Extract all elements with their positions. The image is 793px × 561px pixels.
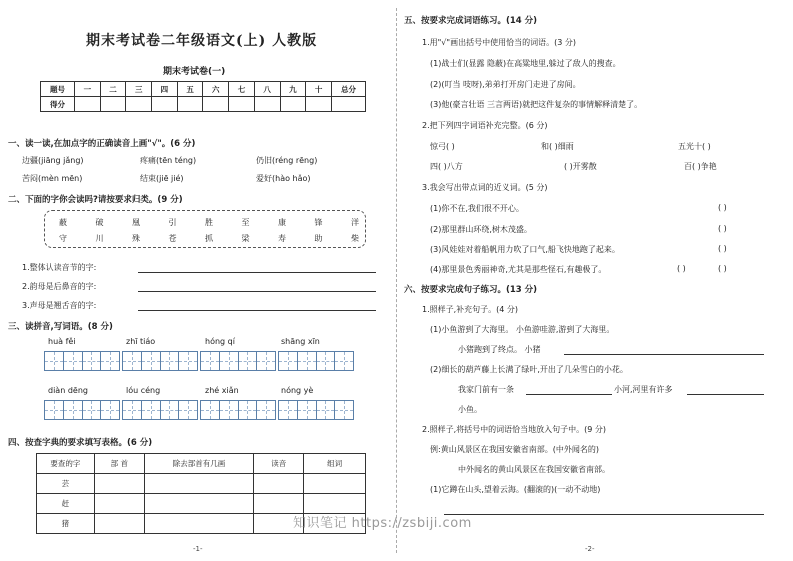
char-item: 洋 — [351, 218, 359, 227]
s6-q2: 2.照样子,将括号中的词语恰当地放入句子中。(9 分) — [422, 425, 607, 434]
dict-header: 除去部首有几画 — [144, 454, 254, 474]
pinyin-label: lóu céng — [126, 386, 161, 395]
dict-header: 读音 — [254, 454, 304, 474]
right-page — [396, 0, 793, 561]
score-header-cell: 四 — [152, 82, 178, 97]
s2-line-label: 1.整体认读音节的字: — [22, 263, 97, 272]
score-cell[interactable] — [306, 97, 332, 112]
char-item: 梁 — [241, 234, 250, 243]
score-cell[interactable] — [75, 97, 101, 112]
s6-line: (1)它蹲在山头,望着云海。(翻滚的)(一动不动地) — [430, 485, 601, 494]
pinyin-label: zhé xiǎn — [205, 386, 239, 395]
score-header-cell: 三 — [126, 82, 152, 97]
score-header-cell: 七 — [229, 82, 255, 97]
s6-line: 例:黄山风景区在我国安徽省南部。(中外闻名的) — [430, 445, 599, 454]
s1-item: 爱好(hào hǎo) — [256, 174, 311, 183]
s5-q3: 3.我会写出带点词的近义词。(5 分) — [422, 183, 548, 192]
answer-line[interactable] — [444, 514, 764, 515]
s2-line-label: 2.韵母是后鼻音的字: — [22, 282, 97, 291]
answer-paren[interactable]: ( ) — [718, 224, 727, 233]
idiom-blank[interactable]: 五光十( ) — [678, 142, 711, 151]
char-item: 殊 — [132, 234, 140, 243]
char-item: 至 — [241, 218, 250, 227]
score-header-cell: 总分 — [332, 82, 366, 97]
score-table — [40, 81, 366, 112]
score-cell[interactable] — [152, 97, 178, 112]
char-item: 川 — [95, 234, 104, 243]
pinyin-label: shāng xīn — [281, 337, 320, 346]
score-cell[interactable] — [332, 97, 366, 112]
char-item: 苍 — [168, 234, 177, 243]
s5-q1: 1.用"√"画出括号中使用恰当的词语。(3 分) — [422, 38, 576, 47]
char-item: 康 — [278, 218, 286, 227]
s5-q2: 2.把下列四字词语补充完整。(6 分) — [422, 121, 548, 130]
score-header-cell: 题号 — [41, 82, 75, 97]
score-cell[interactable] — [203, 97, 229, 112]
writing-grid[interactable] — [200, 351, 276, 371]
s5-q1-item: (3)他(豪言壮语 三言两语)就把这件复杂的事情解释清楚了。 — [430, 100, 643, 109]
char-item: 锋 — [314, 218, 323, 227]
answer-paren[interactable]: ( ) — [718, 244, 727, 253]
char-item: 柴 — [351, 234, 359, 243]
pinyin-label: huà fěi — [48, 337, 76, 346]
s6-q1: 1.照样子,补充句子。(4 分) — [422, 305, 519, 314]
char-item: 破 — [95, 218, 104, 227]
s1-item: 疼痛(tēn téng) — [140, 156, 197, 165]
s5-q1-item: (1)战士们(显露 隐蔽)在高粱地里,躲过了敌人的搜查。 — [430, 59, 621, 68]
answer-line[interactable] — [526, 394, 612, 395]
s2-line-label: 3.声母是翘舌音的字: — [22, 301, 97, 310]
section-5-heading: 五、按要求完成词语练习。(14 分) — [404, 16, 538, 26]
char-item: 助 — [314, 234, 323, 243]
s1-item: 仍旧(réng rēng) — [256, 156, 318, 165]
answer-line[interactable] — [138, 291, 376, 292]
pinyin-label: hóng qí — [205, 337, 235, 346]
answer-paren[interactable]: ( ) — [677, 264, 686, 273]
section-1-heading: 一、读一读,在加点字的正确读音上画"√"。(6 分) — [8, 139, 196, 149]
idiom-blank[interactable]: 四( )八方 — [430, 162, 463, 171]
section-2-heading: 二、下面的字你会读吗?请按要求归类。(9 分) — [8, 195, 183, 205]
s6-line: 小猪跑到了终点。 小猪 — [458, 345, 541, 354]
s5-q3-item: (2)那里群山环绕,树木茂盛。 — [430, 225, 532, 234]
answer-paren[interactable]: ( ) — [718, 264, 727, 273]
writing-grid[interactable] — [44, 351, 120, 371]
writing-grid[interactable] — [278, 351, 354, 371]
char-item: 蔽 — [59, 218, 67, 227]
char-item: 寿 — [278, 234, 286, 243]
dict-char: 芸 — [37, 474, 95, 494]
answer-line[interactable] — [138, 310, 376, 311]
answer-line[interactable] — [687, 394, 764, 395]
section-4-heading: 四、按查字典的要求填写表格。(6 分) — [8, 438, 153, 448]
s6-line: (2)细长的葫芦藤上长满了绿叶,开出了几朵雪白的小花。 — [430, 365, 628, 374]
left-page — [0, 0, 396, 561]
score-cell[interactable] — [280, 97, 306, 112]
score-cell[interactable] — [229, 97, 255, 112]
writing-grid[interactable] — [278, 400, 354, 420]
word-box — [44, 210, 366, 248]
s5-q3-item: (4)那里景色秀丽神奇,尤其是那些怪石,有趣极了。 — [430, 265, 607, 274]
writing-grid[interactable] — [122, 400, 198, 420]
s5-q1-item: (2)(叮当 吱呀),弟弟打开房门走进了房间。 — [430, 80, 581, 89]
answer-paren[interactable]: ( ) — [718, 203, 727, 212]
section-3-heading: 三、读拼音,写词语。(8 分) — [8, 322, 113, 332]
pinyin-label: zhī tiáo — [126, 337, 156, 346]
idiom-blank[interactable]: ( )开雾散 — [564, 162, 597, 171]
score-header-cell: 九 — [280, 82, 306, 97]
idiom-blank[interactable]: 惊弓( ) — [430, 142, 455, 151]
score-header-cell: 六 — [203, 82, 229, 97]
exam-subtitle: 期末考试卷(一) — [163, 67, 226, 77]
char-item: 引 — [168, 218, 177, 227]
writing-grid[interactable] — [122, 351, 198, 371]
s6-line: (1)小鱼游到了大海里。 小鱼游哇游,游到了大海里。 — [430, 325, 615, 334]
score-row-label: 得分 — [41, 97, 75, 112]
score-header-cell: 八 — [254, 82, 280, 97]
char-item: 守 — [59, 234, 67, 243]
idiom-blank[interactable]: 和( )细雨 — [541, 142, 574, 151]
s6-line: 中外闻名的黄山风景区在我国安徽省南部。 — [458, 465, 610, 474]
score-header-cell: 十 — [306, 82, 332, 97]
answer-line[interactable] — [138, 272, 376, 273]
score-cell[interactable] — [126, 97, 152, 112]
score-header-cell: 二 — [100, 82, 126, 97]
watermark: 知识笔记 https://zsbiji.com — [293, 516, 472, 531]
dict-char: 赶 — [37, 494, 95, 514]
s1-item: 苦闷(mèn mēn) — [22, 174, 83, 183]
dict-char: 猪 — [37, 514, 95, 534]
s5-q3-item: (3)风娃娃对着船帆用力吹了口气,船飞快地跑了起来。 — [430, 245, 620, 254]
char-item: 抓 — [205, 234, 213, 243]
char-item: 凰 — [132, 218, 140, 227]
s6-line: 我家门前有一条 — [458, 385, 514, 394]
score-header-cell: 一 — [75, 82, 101, 97]
pinyin-label: nóng yè — [281, 386, 314, 395]
s1-item: 边疆(jiāng jǎng) — [22, 156, 84, 165]
dict-header: 部 首 — [94, 454, 144, 474]
score-cell[interactable] — [177, 97, 203, 112]
s5-q3-item: (1)你不在,我们很不开心。 — [430, 204, 524, 213]
score-cell[interactable] — [100, 97, 126, 112]
s6-line: 小鱼。 — [458, 405, 482, 414]
idiom-blank[interactable]: 百( )争艳 — [684, 162, 717, 171]
dict-header: 要查的字 — [37, 454, 95, 474]
s6-line: 小河,河里有许多 — [614, 385, 673, 394]
writing-grid[interactable] — [200, 400, 276, 420]
answer-line[interactable] — [564, 354, 764, 355]
s1-item: 结束(jiē jié) — [140, 174, 184, 183]
char-item: 胜 — [205, 218, 213, 227]
dict-header: 组词 — [304, 454, 366, 474]
pinyin-label: diàn dēng — [48, 386, 88, 395]
section-6-heading: 六、按要求完成句子练习。(13 分) — [404, 285, 538, 295]
writing-grid[interactable] — [44, 400, 120, 420]
page-number: -2- — [585, 545, 595, 553]
score-header-cell: 五 — [177, 82, 203, 97]
score-cell[interactable] — [254, 97, 280, 112]
exam-title: 期末考试卷二年级语文(上) 人教版 — [86, 33, 318, 49]
page-number: -1- — [193, 545, 203, 553]
